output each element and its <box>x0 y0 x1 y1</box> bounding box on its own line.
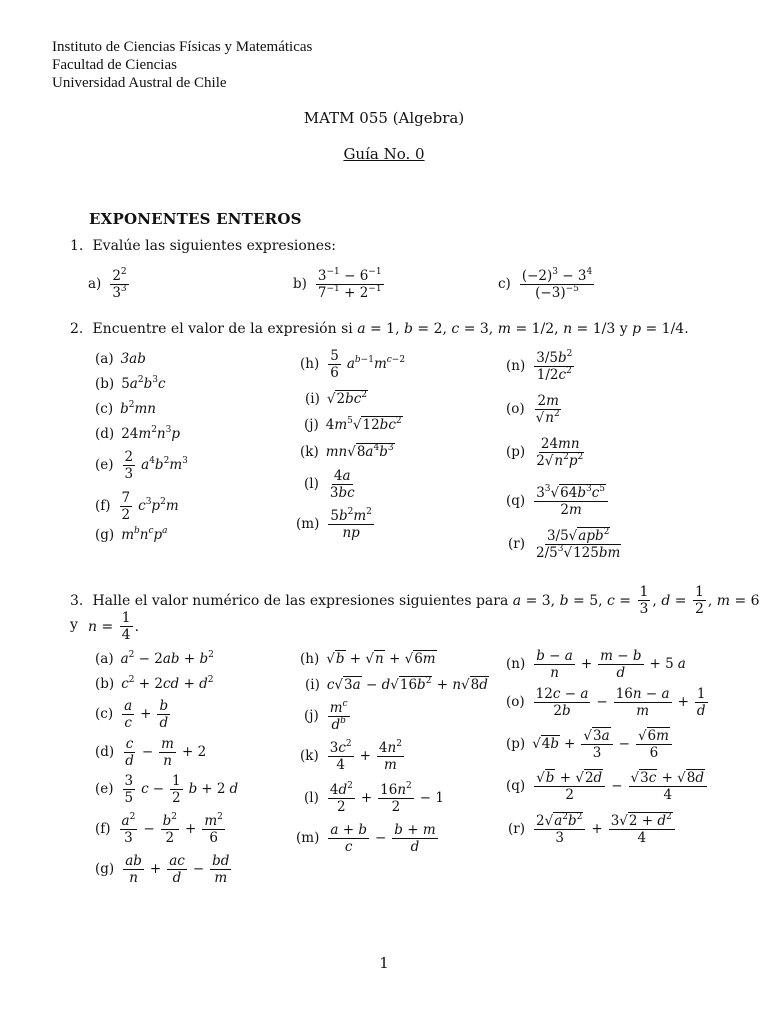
q2-item-n: (n) $\frac{3/5b^2}{1/2c^2}$ <box>506 349 573 383</box>
question-3: 3. Halle el valor numérico de las expresiones siguientes para a = 3, b = 5, c = $\frac{1}{3}$ , d = $\frac{1}{2}$ , m = 6 y <box>70 584 760 633</box>
course-title: MATM 055 (Algebra) <box>303 109 465 127</box>
q3-item-o: (o) $\frac{12c - a}{2b}$ − $\frac{16n - a}{m}$ + $\frac{1}{d}$ <box>506 686 706 719</box>
q2-item-r: (r) $\frac{3/5√apb^2}{2/5^3√125bm}$ <box>508 527 621 561</box>
q2-item-b: (b) $5a^2b^3c$ <box>95 375 166 392</box>
q3-item-c: (c) $\frac{a}{c}$ + $\frac{b}{d}$ <box>95 698 169 731</box>
q1-item-b: b) $\frac{3^{-1} - 6^{-1}}{7^{-1} + 2^{-1}}$ <box>293 267 382 301</box>
university-line: Universidad Austral de Chile <box>52 75 227 91</box>
page-number: 1 <box>379 954 389 972</box>
q3-item-g: (g) $\frac{ab}{n}$ + $\frac{ac}{d}$ − $\frac{bd}{m}$ <box>95 853 230 886</box>
q3-item-n: (n) $\frac{b - a}{n}$ + $\frac{m - b}{d}$ + 5 a <box>506 648 686 681</box>
q3-item-l: (l) $\frac{4d^2}{2}$ + $\frac{16n^2}{2}$ − 1 <box>304 781 444 815</box>
institution-header <box>52 38 712 92</box>
q3-item-h: (h) √b + √n + √6m <box>300 651 436 667</box>
institute-line: Instituto de Ciencias Físicas y Matemáticas <box>52 39 313 55</box>
q3-item-a: (a) $a^2 - 2ab + b^2$ <box>95 650 214 667</box>
q3-item-b: (b) $c^2 + 2cd + d^2$ <box>95 675 214 692</box>
q2-item-i: (i) $√2bc^2$ <box>305 390 367 407</box>
q2-item-c: (c) $b^2mn$ <box>95 400 156 417</box>
q3-item-i: (i) $c√3a - d√16b^2 + n√8d$ <box>305 676 488 693</box>
q2-item-j: (j) $4m^5√12bc^2$ <box>304 416 402 433</box>
q1-item-a: a) $\frac{2^2}{3^3}$ <box>88 267 127 301</box>
q2-item-f: (f) $\frac{7}{2}$ $c^3p^2m$ <box>95 490 179 523</box>
q1-item-c: c) $\frac{(-2)^3 - 3^4}{(-3)^{-5}}$ <box>498 267 593 301</box>
q2-item-m: (m) $\frac{5b^2m^2}{np}$ <box>296 507 372 541</box>
q3-item-d: (d) $\frac{c}{d}$ − $\frac{m}{n}$ + 2 <box>95 736 207 769</box>
q3-item-e: (e) $\frac{3}{5}$ c − $\frac{1}{2}$ b + 2 d <box>95 773 239 806</box>
q3-item-f: (f) $\frac{a^2}{3}$ − $\frac{b^2}{2}$ + $\frac{m^2}{6}$ <box>95 812 223 846</box>
section-title: EXPONENTES ENTEROS <box>89 210 302 228</box>
q3-item-m: (m) $\frac{a + b}{c}$ − $\frac{b + m}{d}$ <box>296 822 436 855</box>
q3-item-p: (p) √4b + $\frac{√3a}{3}$ − $\frac{√6m}{6}$ <box>506 728 674 761</box>
q2-item-o: (o) $\frac{2m}{√n^2}$ <box>506 393 560 426</box>
faculty-line: Facultad de Ciencias <box>52 57 177 73</box>
q3-item-r: (r) $\frac{2√a^2b^2}{3}$ + $\frac{3√2 + d^2}{4}$ <box>508 813 677 846</box>
q2-item-g: (g) $m^bn^cp^a$ <box>95 526 168 543</box>
question-1: 1. Evalúe las siguientes expresiones: <box>70 238 336 254</box>
q2-item-h: (h) $\frac{5}{6}$ $a^{b-1}m^{c-2}$ <box>300 348 406 381</box>
question-2: 2. Encuentre el valor de la expresión si a = 1, b = 2, c = 3, m = 1/2, n = 1/3 y p = 1/4. <box>70 321 689 337</box>
q2-item-p: (p) $\frac{24mn}{2√n^2p^2}$ <box>506 436 584 469</box>
q2-item-q: (q) $\frac{3^3√64b^3c^5}{2m}$ <box>506 485 610 518</box>
guide-title: Guía No. 0 <box>343 145 425 163</box>
q2-item-k: (k) $mn√8a^4b^3$ <box>300 443 394 460</box>
q3-item-k: (k) $\frac{3c^2}{4}$ + $\frac{4n^2}{m}$ <box>300 739 402 773</box>
q3-item-q: (q) $\frac{√b + √2d}{2}$ − $\frac{√3c + √8d}{4}$ <box>506 770 709 803</box>
question-3-cont: n = $\frac{1}{4}$ . <box>88 610 140 643</box>
q2-item-l: (l) $\frac{4a}{3bc}$ <box>304 468 355 501</box>
q3-item-j: (j) $\frac{m^c}{d^b}$ <box>304 699 348 733</box>
q2-item-e: (e) $\frac{2}{3}$ $a^4b^2m^3$ <box>95 449 188 482</box>
q2-item-a: (a) 3ab <box>95 351 146 367</box>
q2-item-d: (d) $24m^2n^3p$ <box>95 425 181 442</box>
